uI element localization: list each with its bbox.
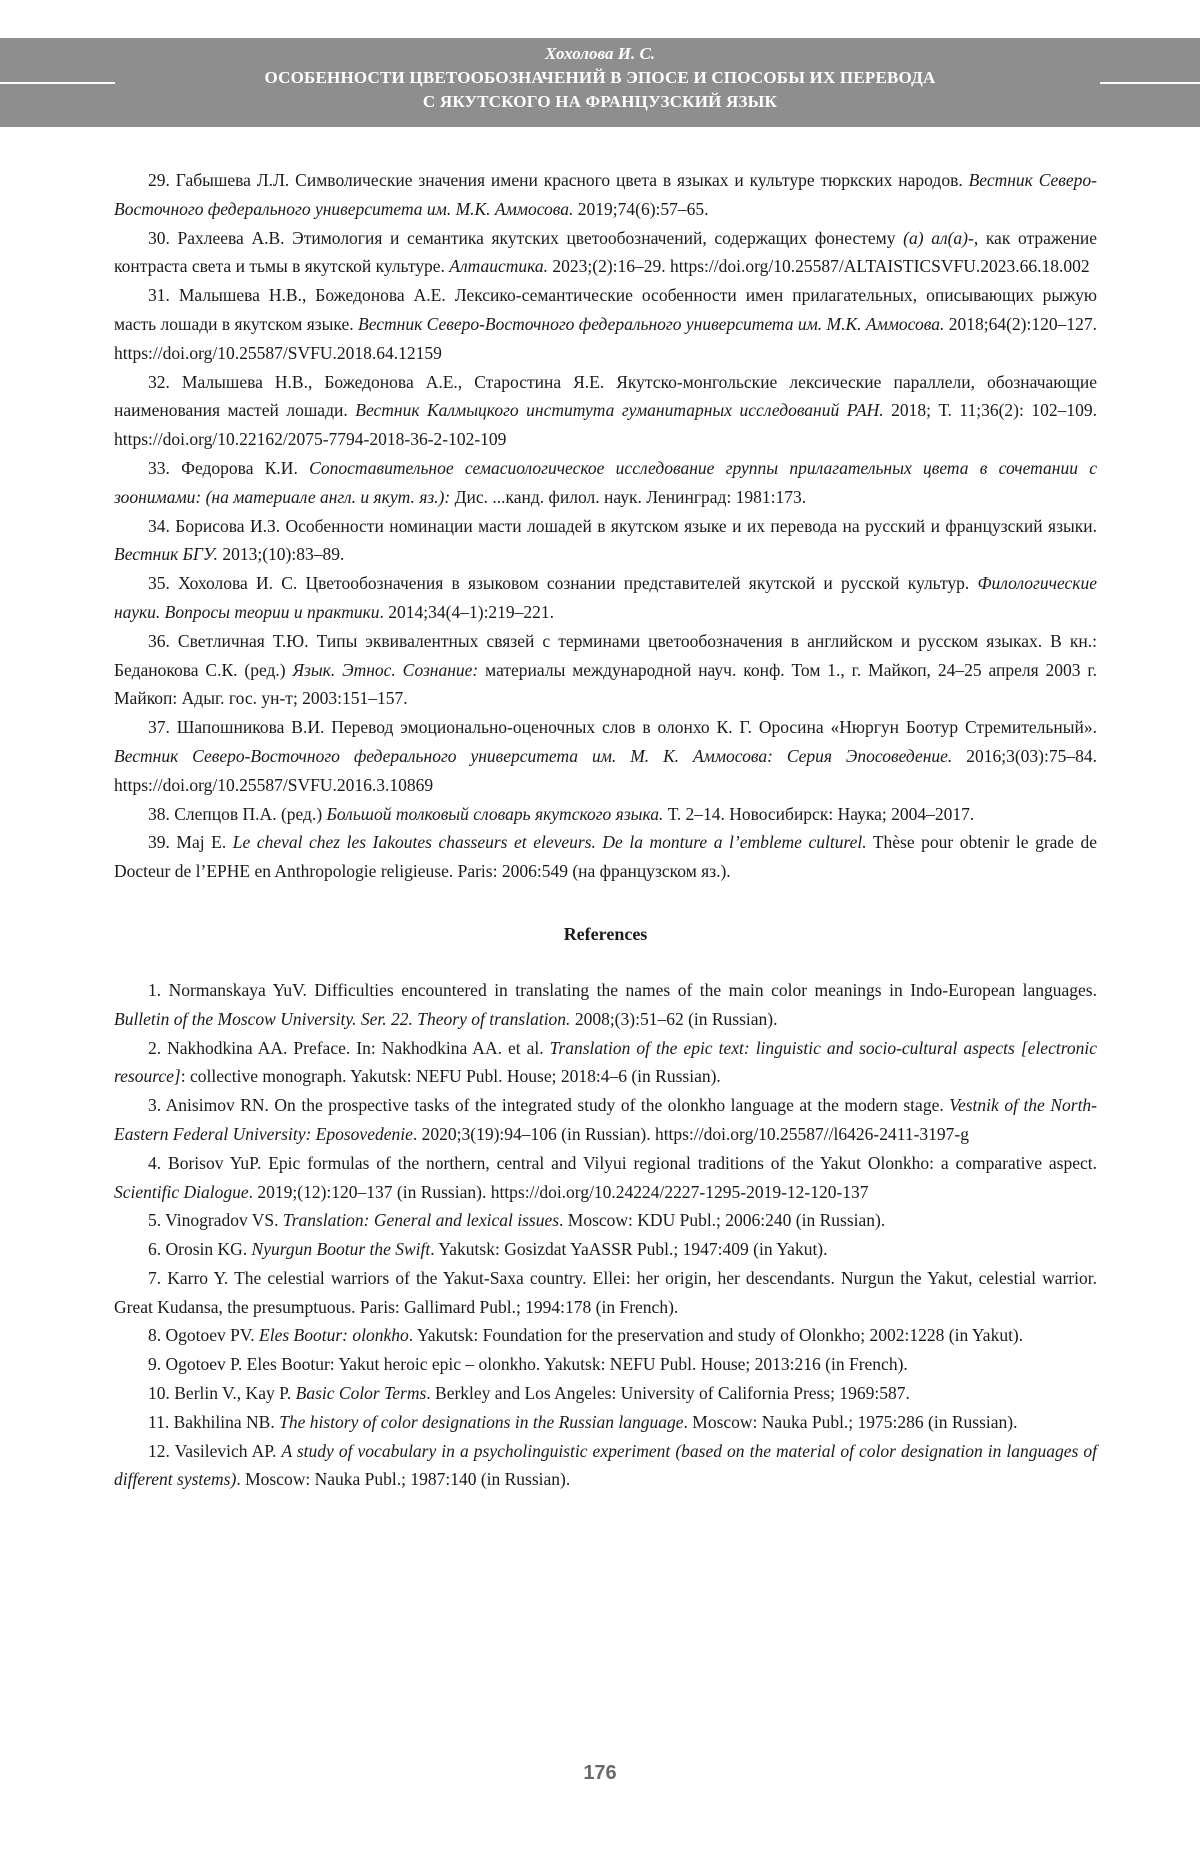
page-number: 176 bbox=[583, 1762, 617, 1784]
entry-text: 35. Хохолова И. С. Цветообозначения в языковом сознании представителей якутской и русской культур. bbox=[148, 573, 978, 594]
literature-entry bbox=[114, 569, 1097, 627]
entry-text: 12. Vasilevich AP. bbox=[148, 1440, 282, 1461]
entry-text: . Berkley and Los Angeles: University of California Press; 1969:587. bbox=[426, 1383, 910, 1404]
entry-text: . Moscow: Nauka Publ.; 1987:140 (in Russian). bbox=[236, 1469, 571, 1490]
entry-text: 11. Bakhilina NB. bbox=[148, 1411, 280, 1432]
entry-italic-text: Translation of the epic text: linguistic and socio-cultural aspects [electronic resource] bbox=[114, 1037, 1097, 1087]
entry-text: 2013;(10):83–89. bbox=[217, 544, 345, 565]
reference-entry bbox=[114, 1235, 1097, 1264]
entry-italic-text: Вестник Северо-Восточного федерального университета им. М. К. Аммосова: Серия Эпосоведение. bbox=[114, 745, 953, 766]
entry-italic-text: Сопоставительное семасиологическое исследование группы прилагательных цвета в сочетании с зоонимами: (на материале англ. и якут. яз.): bbox=[114, 457, 1097, 507]
entry-text: 4. Borisov YuP. Epic formulas of the northern, central and Vilyui regional traditions of the Yakut Olonkho: a comparative aspect. bbox=[148, 1152, 1097, 1173]
reference-entry bbox=[114, 1321, 1097, 1350]
entry-text: 39. Maj E. bbox=[148, 832, 233, 853]
literature-entry bbox=[114, 800, 1097, 829]
header-title-line-2: С ЯКУТСКОГО НА ФРАНЦУЗСКИЙ ЯЗЫК bbox=[422, 92, 778, 111]
entry-text: Т. 2–14. Новосибирск: Наука; 2004–2017. bbox=[663, 803, 975, 824]
reference-entry bbox=[114, 1408, 1097, 1437]
header-author: Хохолова И. С. bbox=[544, 44, 656, 63]
entry-text: 5. Vinogradov VS. bbox=[148, 1210, 283, 1231]
literature-entry bbox=[114, 454, 1097, 512]
entry-italic-text: A study of vocabulary in a psycholinguistic experiment (based on the material of color designation in languages of different systems) bbox=[114, 1440, 1098, 1490]
entry-italic-text: Язык. Этнос. Сознание: bbox=[292, 659, 479, 680]
entry-text: 2018; Т. 11;36(2): 102–109. https://doi.org/10.22162/2075-7794-2018-36-2-102-109 bbox=[114, 400, 1097, 450]
entry-text: 3. Anisimov RN. On the prospective tasks of the integrated study of the olonkho language at the modern stage. bbox=[148, 1095, 950, 1116]
entry-text: 32. Малышева Н.В., Божедонова А.Е., Старостина Я.Е. Якутско-монгольские лексические параллели, обозначающие наименования мастей лошади. bbox=[114, 371, 1097, 421]
entry-text: 2008;(3):51–62 (in Russian). bbox=[570, 1008, 778, 1029]
entry-text: 37. Шапошникова В.И. Перевод эмоционально-оценочных слов в олонхо К. Г. Оросина «Нюргун Боотур Стремительный». bbox=[148, 717, 1097, 738]
reference-entry bbox=[114, 1149, 1097, 1207]
entry-text: 10. Berlin V., Kay P. bbox=[148, 1383, 296, 1404]
entry-text: 6. Orosin KG. bbox=[148, 1239, 252, 1260]
reference-entry bbox=[114, 1206, 1097, 1235]
entry-italic-text: Вестник Северо-Восточного федерального университета им. М.К. Аммосова. bbox=[358, 313, 945, 334]
entry-text: . Yakutsk: Foundation for the preservation and study of Olonkho; 2002:1228 (in Yakut). bbox=[408, 1325, 1024, 1346]
entry-text: Дис. ...канд. филол. наук. Ленинград: 1981:173. bbox=[450, 486, 807, 507]
entry-text: . Moscow: KDU Publ.; 2006:240 (in Russian). bbox=[559, 1210, 886, 1231]
literature-entry bbox=[114, 512, 1097, 570]
entry-italic-text: Вестник БГУ. bbox=[114, 544, 218, 565]
entry-italic-text: Le cheval chez les Iakoutes chasseurs et eleveurs. De la monture a l’embleme culturel. bbox=[232, 832, 867, 853]
entry-text: 2016;3(03):75–84. https://doi.org/10.25587/SVFU.2016.3.10869 bbox=[114, 745, 1097, 795]
entry-text: . 2020;3(19):94–106 (in Russian). https://doi.org/10.25587//l6426-2411-3197-g bbox=[412, 1123, 969, 1144]
entry-text: 29. Габышева Л.Л. Символические значения имени красного цвета в языках и культуре тюркских народов. bbox=[148, 170, 969, 190]
entry-text: 36. Светличная Т.Ю. Типы эквивалентных связей с терминами цветообозначения в английском и русском языках. В кн.: Беданокова С.К. (ред.) bbox=[114, 630, 1097, 680]
literature-entry bbox=[114, 627, 1097, 713]
literature-entry bbox=[114, 281, 1097, 367]
entry-text: материалы международной науч. конф. Том 1., г. Майкоп, 24–25 апреля 2003 г. Майкоп: Адыг. гос. ун-т; 2003:151–157. bbox=[114, 659, 1097, 709]
entry-italic-text: Большой толковый словарь якутского языка. bbox=[326, 803, 664, 824]
entry-italic-text: Nyurgun Bootur the Swift bbox=[251, 1239, 431, 1260]
entry-text: 8. Ogotoev PV. bbox=[148, 1325, 260, 1346]
entry-italic-text: Алтаистика. bbox=[449, 256, 548, 277]
entry-text: . Moscow: Nauka Publ.; 1975:286 (in Russian). bbox=[683, 1411, 1018, 1432]
entry-text: 1. Normanskaya YuV. Difficulties encountered in translating the names of the main color meanings in Indo-European languages. bbox=[148, 979, 1097, 1000]
literature-entry bbox=[114, 828, 1097, 886]
entry-italic-text: Eles Bootur: olonkho bbox=[259, 1325, 409, 1346]
entry-text: 9. Ogotoev P. Eles Bootur: Yakut heroic epic – olonkho. Yakutsk: NEFU Publ. House; 2013:216 (in French). bbox=[148, 1354, 908, 1375]
entry-text: , как отражение контраста света и тьмы в якутской культуре. bbox=[114, 227, 1097, 277]
page-content bbox=[114, 166, 1097, 1494]
entry-text: : collective monograph. Yakutsk: NEFU Publ. House; 2018:4–6 (in Russian). bbox=[180, 1066, 721, 1087]
entry-text: 34. Борисова И.З. Особенности номинации масти лошадей в якутском языке и их перевода на русский и французский языки. bbox=[148, 515, 1097, 536]
entry-italic-text: Вестник Калмыцкого института гуманитарных исследований РАН. bbox=[355, 400, 884, 421]
entry-text: 2. Nakhodkina AA. Preface. In: Nakhodkina AA. et al. bbox=[148, 1037, 550, 1058]
entry-text: 30. Рахлеева А.В. Этимология и семантика якутских цветообозначений, содержащих фонестему bbox=[148, 227, 904, 248]
entry-italic-text: (а) ал(а)- bbox=[903, 227, 974, 248]
header-title-line-1: ОСОБЕННОСТИ ЦВЕТООБОЗНАЧЕНИЙ В ЭПОСЕ И СПОСОБЫ ИХ ПЕРЕВОДА bbox=[264, 68, 936, 87]
literature-entry bbox=[114, 713, 1097, 799]
reference-entry bbox=[114, 1264, 1097, 1322]
references-heading: References bbox=[563, 923, 648, 944]
entry-italic-text: Basic Color Terms bbox=[295, 1383, 427, 1404]
entry-text: 7. Karro Y. The celestial warriors of the Yakut-Saxa country. Ellei: her origin, her descendants. Nurgun the Yakut, celestial warrior. Great Kudansa, the presumptuous. Paris: Gallimard Publ.; 1994:178 (in French). bbox=[114, 1267, 1097, 1317]
reference-entry bbox=[114, 1034, 1097, 1092]
entry-text: 38. Слепцов П.А. (ред.) bbox=[148, 803, 327, 824]
entry-italic-text: Translation: General and lexical issues bbox=[282, 1210, 560, 1231]
running-header bbox=[0, 38, 1200, 127]
entry-italic-text: Vestnik of the North-Eastern Federal University: Eposovedenie bbox=[114, 1095, 1098, 1144]
reference-entry bbox=[114, 1091, 1097, 1149]
entry-italic-text: Bulletin of the Moscow University. Ser. 22. Theory of translation. bbox=[114, 1008, 571, 1029]
entry-italic-text: Филологические науки. Вопросы теории и практики bbox=[114, 573, 1097, 622]
entry-text: . Yakutsk: Gosizdat YaASSR Publ.; 1947:409 (in Yakut). bbox=[430, 1239, 828, 1260]
entry-italic-text: The history of color designations in the Russian language bbox=[279, 1411, 684, 1432]
entry-italic-text: Scientific Dialogue bbox=[114, 1181, 249, 1202]
literature-entry bbox=[114, 166, 1097, 224]
reference-entry bbox=[114, 1379, 1097, 1408]
entry-text: 33. Федорова К.И. bbox=[148, 457, 310, 478]
literature-list bbox=[114, 166, 1097, 886]
entry-text: . 2014;34(4–1):219–221. bbox=[379, 601, 555, 622]
entry-italic-text: Вестник Северо-Восточного федерального университета им. М.К. Аммосова. bbox=[114, 170, 1097, 219]
reference-entry bbox=[114, 1437, 1097, 1495]
entry-text: 2018;64(2):120–127. https://doi.org/10.25587/SVFU.2018.64.12159 bbox=[114, 313, 1098, 363]
entry-text: . 2019;(12):120–137 (in Russian). https://doi.org/10.24224/2227-1295-2019-12-120-137 bbox=[248, 1181, 869, 1202]
references-list bbox=[114, 976, 1097, 1494]
entry-text: 31. Малышева Н.В., Божедонова А.Е. Лексико-семантические особенности имен прилагательных, описывающих рыжую масть лошади в якутском языке. bbox=[114, 285, 1097, 334]
literature-entry bbox=[114, 224, 1097, 282]
literature-entry bbox=[114, 368, 1097, 454]
entry-text: 2023;(2):16–29. https://doi.org/10.25587/ALTAISTICSVFU.2023.66.18.002 bbox=[548, 256, 1090, 277]
entry-text: 2019;74(6):57–65. bbox=[573, 198, 709, 219]
reference-entry bbox=[114, 1350, 1097, 1379]
entry-text: Thèse pour obtenir le grade de Docteur de l’EPHE en Anthropologie religieuse. Paris: 2006:549 (на французском яз.). bbox=[114, 832, 1097, 882]
reference-entry bbox=[114, 976, 1097, 1034]
